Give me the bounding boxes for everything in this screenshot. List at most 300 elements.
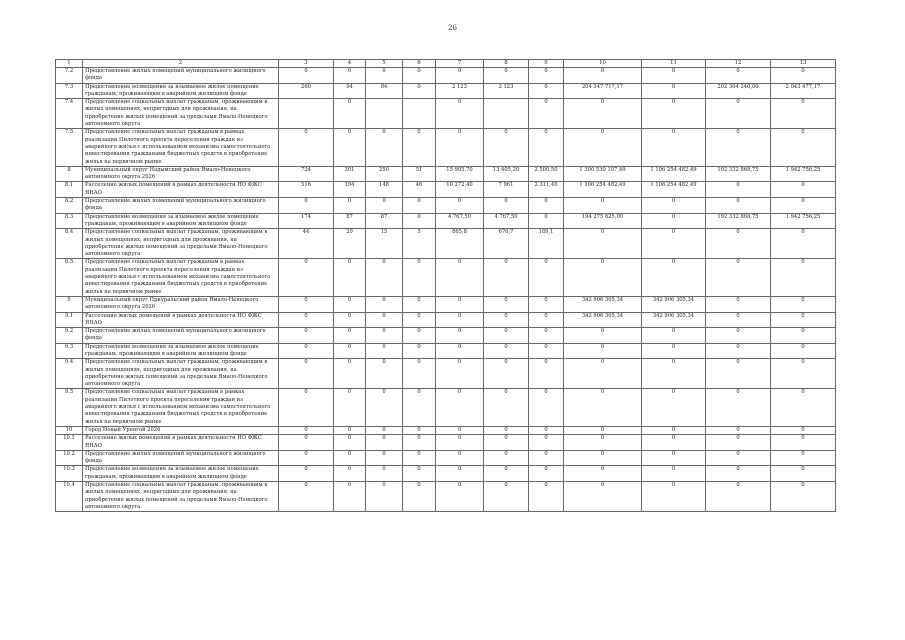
value-cell: 0 — [642, 482, 706, 512]
row-description-cell: Предоставление социальных выплат гражданам в рамках реализации Пилотного проекта переселения граждан из аварийного жилья с использованием механизма самостоятельного инвестирования гражданами бюджетных средств в приобретение жилья на первичном рынке — [83, 389, 279, 426]
table-row — [56, 166, 836, 182]
value-cell: 0 — [564, 389, 642, 426]
value-cell: 0 — [403, 426, 436, 434]
row-description-cell: Предоставление возмещения за изымаемое жилое помещение гражданам, проживающим в аварийном жилищном фонде — [83, 343, 279, 359]
value-cell: 0 — [529, 312, 564, 328]
value-cell: 0 — [366, 328, 403, 344]
value-cell: 0 — [403, 198, 436, 214]
row-number-cell: 10.4 — [56, 482, 83, 512]
value-cell: 0 — [436, 389, 484, 426]
value-cell: 0 — [706, 99, 771, 129]
value-cell: 0 — [334, 482, 366, 512]
value-cell: 0 — [334, 259, 366, 296]
value-cell: 1 942 756,25 — [771, 213, 836, 229]
value-cell: 0 — [564, 426, 642, 434]
value-cell: 0 — [484, 450, 529, 466]
row-number-cell: 7.2 — [56, 68, 83, 84]
value-cell: 0 — [706, 129, 771, 166]
value-cell: 0 — [436, 68, 484, 84]
value-cell: 0 — [706, 68, 771, 84]
value-cell: 0 — [436, 328, 484, 344]
value-cell: 0 — [403, 83, 436, 99]
value-cell: 0 — [279, 389, 334, 426]
row-description-cell: Предоставление социальных выплат гражданам в рамках реализации Пилотного проекта переселения граждан из аварийного жилья с использованием механизма самостоятельного инвестирования гражданами бюджетных средств в приобретение жилья на первичном рынке — [83, 259, 279, 296]
column-header: 11 — [642, 60, 706, 68]
value-cell: 0 — [484, 259, 529, 296]
value-cell: 0 — [484, 466, 529, 482]
value-cell: 0 — [771, 435, 836, 451]
value-cell: 0 — [334, 435, 366, 451]
value-cell: 13 405,20 — [484, 166, 529, 182]
row-description-cell: Предоставление жилых помещений муниципального жилищного фонда — [83, 198, 279, 214]
value-cell — [279, 99, 334, 129]
value-cell: 0 — [564, 259, 642, 296]
value-cell: 0 — [403, 259, 436, 296]
row-description-cell: Предоставление социальных выплат гражданам, проживающим в жилых помещениях, непригодных для проживания, на приобретение жилых помещений за пределами Ямало-Ненецкого автономного округа — [83, 359, 279, 389]
value-cell: 0 — [642, 466, 706, 482]
value-cell: 0 — [771, 68, 836, 84]
value-cell: 0 — [529, 426, 564, 434]
row-description-cell: Предоставление возмещения за изымаемое жилое помещение гражданам, проживающим в аварийном жилищном фонде — [83, 83, 279, 99]
table-body — [56, 60, 836, 512]
table-row — [56, 435, 836, 451]
value-cell: 0 — [771, 129, 836, 166]
value-cell: 0 — [366, 129, 403, 166]
value-cell: 0 — [279, 312, 334, 328]
value-cell: 0 — [403, 312, 436, 328]
value-cell: 0 — [529, 259, 564, 296]
column-header: 7 — [436, 60, 484, 68]
value-cell: 0 — [436, 296, 484, 312]
row-number-cell: 9.2 — [56, 328, 83, 344]
value-cell: 0 — [366, 482, 403, 512]
value-cell: 94 — [366, 83, 403, 99]
row-number-cell: 10.1 — [56, 435, 83, 451]
value-cell: 0 — [771, 343, 836, 359]
value-cell: 0 — [484, 198, 529, 214]
value-cell: 87 — [366, 213, 403, 229]
table-row — [56, 129, 836, 166]
value-cell: 0 — [706, 435, 771, 451]
value-cell: 0 — [484, 328, 529, 344]
value-cell: 0 — [771, 229, 836, 259]
row-description-cell: Муниципальный округ Надымский район Ямало-Ненецкого автономного округа 2026 — [83, 166, 279, 182]
value-cell: 0 — [334, 68, 366, 84]
value-cell: 0 — [529, 482, 564, 512]
row-number-cell: 7.3 — [56, 83, 83, 99]
value-cell: 0 — [706, 259, 771, 296]
value-cell: 0 — [529, 296, 564, 312]
row-description-cell: Предоставление возмещения за изымаемое жилое помещение гражданам, проживающим в аварийном жилищном фонде — [83, 213, 279, 229]
row-number-cell: 10 — [56, 426, 83, 434]
value-cell: 2 311,40 — [529, 182, 564, 198]
value-cell: 0 — [279, 198, 334, 214]
value-cell: 0 — [706, 359, 771, 389]
value-cell: 0 — [771, 296, 836, 312]
row-number-cell: 9.1 — [56, 312, 83, 328]
value-cell: 0 — [706, 229, 771, 259]
value-cell: 342 906 305,34 — [642, 312, 706, 328]
row-description-cell: Предоставление социальных выплат гражданам, проживающим в жилых помещениях, непригодных для проживания, на приобретение жилых помещений за пределами Ямало-Ненецкого автономного округа — [83, 229, 279, 259]
row-description-cell: Расселение жилых помещений в рамках деятельности НО ФЖС ЯНАО — [83, 312, 279, 328]
value-cell: 0 — [366, 450, 403, 466]
row-description-cell: Предоставление возмещения за изымаемое жилое помещение гражданам, проживающим в аварийном жилищном фонде — [83, 466, 279, 482]
value-cell: 676,7 — [484, 229, 529, 259]
value-cell: 94 — [334, 83, 366, 99]
value-cell: 0 — [706, 343, 771, 359]
value-cell: 0 — [771, 359, 836, 389]
value-cell: 301 — [334, 166, 366, 182]
value-cell: 0 — [642, 389, 706, 426]
value-cell: 87 — [334, 213, 366, 229]
value-cell: 0 — [564, 482, 642, 512]
value-cell: 0 — [366, 198, 403, 214]
column-header: 6 — [403, 60, 436, 68]
table-row — [56, 312, 836, 328]
value-cell: 0 — [436, 426, 484, 434]
table-row — [56, 466, 836, 482]
value-cell: 1 300 530 107,49 — [564, 166, 642, 182]
value-cell: 0 — [484, 129, 529, 166]
value-cell: 0 — [436, 450, 484, 466]
value-cell: 0 — [642, 213, 706, 229]
value-cell: 0 — [279, 343, 334, 359]
value-cell — [366, 99, 403, 129]
row-number-cell: 8.1 — [56, 182, 83, 198]
value-cell: 10 272,40 — [436, 182, 484, 198]
value-cell: 342 906 305,34 — [642, 296, 706, 312]
value-cell: 0 — [771, 450, 836, 466]
column-header: 13 — [771, 60, 836, 68]
value-cell: 0 — [334, 129, 366, 166]
value-cell: 0 — [706, 182, 771, 198]
value-cell: 4 767,50 — [484, 213, 529, 229]
row-description-cell: Предоставление жилых помещений муниципального жилищного фонда — [83, 68, 279, 84]
value-cell: 0 — [642, 328, 706, 344]
value-cell: 0 — [564, 129, 642, 166]
value-cell: 0 — [403, 450, 436, 466]
value-cell: 0 — [706, 389, 771, 426]
value-cell: 0 — [484, 312, 529, 328]
value-cell: 0 — [564, 343, 642, 359]
value-cell: 250 — [366, 166, 403, 182]
value-cell: 0 — [642, 450, 706, 466]
table-row — [56, 229, 836, 259]
value-cell: 0 — [771, 328, 836, 344]
value-cell: 342 906 305,34 — [564, 296, 642, 312]
value-cell: 0 — [279, 359, 334, 389]
table-row — [56, 389, 836, 426]
column-header: 8 — [484, 60, 529, 68]
value-cell: 0 — [484, 343, 529, 359]
value-cell: 0 — [366, 466, 403, 482]
value-cell: 5 — [403, 229, 436, 259]
value-cell: 0 — [642, 435, 706, 451]
value-cell: 0 — [279, 68, 334, 84]
value-cell: 0 — [334, 198, 366, 214]
value-cell: 0 — [366, 259, 403, 296]
value-cell: 0 — [279, 129, 334, 166]
value-cell: 15 905,70 — [436, 166, 484, 182]
value-cell: 0 — [403, 213, 436, 229]
column-header: 2 — [83, 60, 279, 68]
table-row — [56, 482, 836, 512]
value-cell: 0 — [564, 328, 642, 344]
value-cell — [484, 99, 529, 129]
value-cell: 0 — [403, 359, 436, 389]
value-cell: 0 — [484, 389, 529, 426]
value-cell: 0 — [771, 426, 836, 434]
value-cell: 0 — [436, 466, 484, 482]
table-header-row — [56, 60, 836, 68]
value-cell: 194 — [334, 182, 366, 198]
table-row — [56, 83, 836, 99]
value-cell: 0 — [564, 229, 642, 259]
row-description-cell: Предоставление социальных выплат гражданам, проживающим в жилых помещениях, непригодных для проживания, на приобретение жилых помещений за пределами Ямало-Ненецкого автономного округа — [83, 99, 279, 129]
value-cell: 0 — [529, 213, 564, 229]
value-cell: 202 304 240,00 — [706, 83, 771, 99]
value-cell: 0 — [529, 99, 564, 129]
value-cell: 0 — [642, 68, 706, 84]
value-cell: 148 — [366, 182, 403, 198]
value-cell: 0 — [484, 435, 529, 451]
value-cell: 0 — [366, 435, 403, 451]
table-row — [56, 450, 836, 466]
value-cell: 0 — [529, 343, 564, 359]
value-cell: 0 — [706, 328, 771, 344]
value-cell: 2 123 — [436, 83, 484, 99]
value-cell: 7 961 — [484, 182, 529, 198]
value-cell: 0 — [564, 435, 642, 451]
value-cell: 0 — [334, 466, 366, 482]
value-cell: 0 — [642, 359, 706, 389]
value-cell: 0 — [642, 198, 706, 214]
table-row — [56, 296, 836, 312]
row-number-cell: 9 — [56, 296, 83, 312]
row-number-cell: 8.3 — [56, 213, 83, 229]
value-cell: 0 — [529, 68, 564, 84]
column-header: 3 — [279, 60, 334, 68]
value-cell: 0 — [279, 482, 334, 512]
row-number-cell: 8.4 — [56, 229, 83, 259]
value-cell: 0 — [279, 426, 334, 434]
value-cell: 20 — [334, 229, 366, 259]
page-number: 26 — [448, 24, 457, 32]
value-cell: 0 — [706, 482, 771, 512]
row-number-cell: 7.4 — [56, 99, 83, 129]
value-cell: 204 347 717,17 — [564, 83, 642, 99]
value-cell: 0 — [334, 389, 366, 426]
value-cell: 0 — [436, 312, 484, 328]
value-cell: 0 — [366, 312, 403, 328]
value-cell: 0 — [403, 328, 436, 344]
value-cell: 0 — [642, 129, 706, 166]
value-cell: 0 — [279, 328, 334, 344]
row-number-cell: 8.2 — [56, 198, 83, 214]
value-cell: 734 — [279, 166, 334, 182]
value-cell: 0 — [334, 328, 366, 344]
value-cell: 0 — [529, 466, 564, 482]
value-cell: 0 — [529, 83, 564, 99]
value-cell: 0 — [436, 482, 484, 512]
row-number-cell: 9.4 — [56, 359, 83, 389]
value-cell: 0 — [706, 296, 771, 312]
value-cell: 0 — [334, 99, 366, 129]
value-cell: 0 — [279, 466, 334, 482]
value-cell: 0 — [564, 68, 642, 84]
row-number-cell: 10.2 — [56, 450, 83, 466]
row-description-cell: Предоставление социальных выплат гражданам, проживающим в жилых помещениях, непригодных для проживания, на приобретение жилых помещений за пределами Ямало-Ненецкого автономного округа — [83, 482, 279, 512]
table-row — [56, 359, 836, 389]
table-row — [56, 259, 836, 296]
row-description-cell: Муниципальный округ Приуральский район Ямало-Ненецкого автономного округа 2026 — [83, 296, 279, 312]
value-cell: 0 — [771, 99, 836, 129]
value-cell: 0 — [279, 435, 334, 451]
value-cell: 0 — [642, 426, 706, 434]
value-cell: 0 — [706, 466, 771, 482]
value-cell: 0 — [334, 450, 366, 466]
value-cell: 0 — [529, 129, 564, 166]
value-cell: 0 — [403, 389, 436, 426]
value-cell: 0 — [706, 198, 771, 214]
value-cell: 0 — [436, 259, 484, 296]
value-cell: 0 — [771, 198, 836, 214]
value-cell: 0 — [771, 182, 836, 198]
value-cell: 0 — [706, 450, 771, 466]
value-cell: 0 — [436, 359, 484, 389]
column-header: 9 — [529, 60, 564, 68]
value-cell: 189,1 — [529, 229, 564, 259]
value-cell: 2 123 — [484, 83, 529, 99]
value-cell: 0 — [771, 312, 836, 328]
value-cell: 0 — [334, 359, 366, 389]
value-cell: 0 — [529, 198, 564, 214]
value-cell: 342 906 305,34 — [564, 312, 642, 328]
value-cell: 0 — [403, 482, 436, 512]
value-cell: 0 — [484, 296, 529, 312]
value-cell: 0 — [484, 359, 529, 389]
value-cell: 0 — [529, 450, 564, 466]
value-cell: 0 — [366, 343, 403, 359]
value-cell: 0 — [771, 259, 836, 296]
value-cell: 0 — [366, 359, 403, 389]
value-cell: 46 — [403, 182, 436, 198]
value-cell: 0 — [334, 426, 366, 434]
value-cell: 0 — [529, 359, 564, 389]
table-row — [56, 343, 836, 359]
row-description-cell: Расселение жилых помещений в рамках деятельности НО ФЖС ЯНАО — [83, 182, 279, 198]
table-row — [56, 213, 836, 229]
value-cell: 0 — [642, 259, 706, 296]
value-cell: 2 043 477,17 — [771, 83, 836, 99]
value-cell: 865,8 — [436, 229, 484, 259]
value-cell: 0 — [642, 229, 706, 259]
value-cell: 0 — [436, 129, 484, 166]
value-cell: 0 — [334, 296, 366, 312]
value-cell: 0 — [436, 198, 484, 214]
value-cell: 0 — [279, 450, 334, 466]
row-number-cell: 9.5 — [56, 389, 83, 426]
table-row — [56, 198, 836, 214]
row-description-cell: Расселение жилых помещений в рамках деятельности НО ФЖС ЯНАО — [83, 435, 279, 451]
value-cell: 0 — [403, 68, 436, 84]
value-cell: 0 — [771, 482, 836, 512]
value-cell: 0 — [366, 68, 403, 84]
column-header: 4 — [334, 60, 366, 68]
column-header: 12 — [706, 60, 771, 68]
value-cell: 0 — [564, 450, 642, 466]
row-number-cell: 8.5 — [56, 259, 83, 296]
value-cell: 0 — [366, 296, 403, 312]
row-description-cell: Предоставление социальных выплат гражданам в рамках реализации Пилотного проекта переселения граждан из аварийного жилья с использованием механизма самостоятельного инвестирования гражданами бюджетных средств в приобретение жилья на первичном рынке — [83, 129, 279, 166]
value-cell: 0 — [771, 466, 836, 482]
value-cell: 0 — [334, 312, 366, 328]
value-cell: 0 — [529, 328, 564, 344]
value-cell: 0 — [484, 482, 529, 512]
value-cell: 0 — [403, 296, 436, 312]
value-cell: 0 — [564, 359, 642, 389]
table-row — [56, 68, 836, 84]
value-cell — [403, 99, 436, 129]
data-table — [55, 59, 836, 512]
value-cell: 516 — [279, 182, 334, 198]
value-cell: 174 — [279, 213, 334, 229]
row-number-cell: 9.3 — [56, 343, 83, 359]
row-number-cell: 8 — [56, 166, 83, 182]
column-header: 5 — [366, 60, 403, 68]
value-cell: 0 — [403, 129, 436, 166]
row-description-cell: Предоставление жилых помещений муниципального жилищного фонда — [83, 450, 279, 466]
value-cell: 1 106 254 482,49 — [642, 182, 706, 198]
value-cell: 0 — [642, 343, 706, 359]
value-cell: 2 500,50 — [529, 166, 564, 182]
value-cell: 0 — [334, 343, 366, 359]
table-row — [56, 426, 836, 434]
value-cell: 15 — [366, 229, 403, 259]
value-cell: 0 — [403, 435, 436, 451]
value-cell: 0 — [366, 389, 403, 426]
row-number-cell: 10.3 — [56, 466, 83, 482]
value-cell: 0 — [706, 426, 771, 434]
table-row — [56, 99, 836, 129]
value-cell: 51 — [403, 166, 436, 182]
value-cell: 194 275 625,00 — [564, 213, 642, 229]
row-description-cell: Город Новый Уренгой 2026 — [83, 426, 279, 434]
value-cell: 0 — [564, 198, 642, 214]
column-header: 1 — [56, 60, 83, 68]
value-cell: 192 332 868,75 — [706, 213, 771, 229]
value-cell: 0 — [771, 389, 836, 426]
value-cell: 0 — [529, 389, 564, 426]
value-cell: 0 — [564, 466, 642, 482]
value-cell: 0 — [484, 68, 529, 84]
value-cell: 0 — [436, 435, 484, 451]
value-cell: 0 — [436, 343, 484, 359]
value-cell: 44 — [279, 229, 334, 259]
value-cell: 0 — [403, 343, 436, 359]
value-cell: 0 — [564, 99, 642, 129]
value-cell: 1 106 254 482,49 — [564, 182, 642, 198]
value-cell: 0 — [279, 259, 334, 296]
value-cell: 0 — [436, 99, 484, 129]
row-description-cell: Предоставление жилых помещений муниципального жилищного фонда — [83, 328, 279, 344]
value-cell: 1 106 254 482,49 — [642, 166, 706, 182]
row-number-cell: 7.5 — [56, 129, 83, 166]
value-cell: 0 — [642, 83, 706, 99]
value-cell: 0 — [403, 466, 436, 482]
column-header: 10 — [564, 60, 642, 68]
value-cell: 4 767,50 — [436, 213, 484, 229]
